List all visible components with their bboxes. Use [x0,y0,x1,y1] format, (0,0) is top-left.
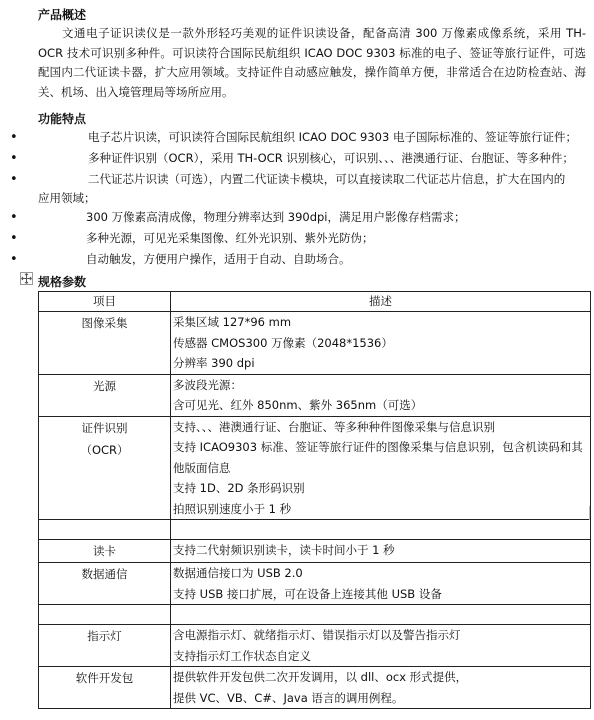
table-header-row [39,292,591,312]
feature-text: 多种光源，可见光采集图像、红外光识别、紫外光防伪； [86,231,374,245]
features-list [0,128,594,271]
item-cell: 读卡 [39,540,171,563]
bullet-icon: • [10,252,18,267]
spec-table [38,291,591,709]
table-row [39,416,591,520]
desc-cell: 多波段光源： 含可见光、红外 850nm、紫外 365nm（可选） [171,374,591,416]
bullet-icon: • [10,210,18,225]
item-cell: 图像采集 [39,312,171,375]
overview-paragraph: 文通电子证识读仪是一款外形轻巧美观的证件识读设备，配备高清 300 万像素成像系统，采用 TH-OCR 技术可识别多种件。可识读符合国际民航组织 ICAO DOC 9303 标准的电子、签证等旅行证件，可选配国内二代证读卡器，扩大应用领域。支持证件自动感应触发，操作简单方便，非常适合在边防检查站、海关、机场、出入境管理局等场所应用。 [38,26,586,99]
table-row-empty [39,520,591,540]
features-heading: 功能特点 [38,112,87,126]
feature-item [0,229,594,250]
margin-marker [589,506,593,520]
item-cell: 数据通信 [39,563,171,605]
bullet-icon: • [10,130,18,145]
item-cell: 软件开发包 [39,667,171,709]
table-move-handle-icon[interactable] [20,272,33,285]
table-row [39,667,591,709]
feature-item [0,208,594,229]
column-header-desc: 描述 [171,292,591,312]
desc-cell: 支持、、、港澳通行证、台胞证、等多种种件图像采集与信息识别 支持 ICAO9303 标准、签证等旅行证件的图像采集与信息识别，包含机读码和其他版面信息 支持 1D、2D 条形码识别 拍照识别速度小于 1 秒 [171,416,591,520]
feature-text: 300 万像素高清成像，物理分辨率达到 390dpi，满足用户影像存档需求； [86,210,466,224]
table-row-empty [39,605,591,625]
item-cell: 证件识别 （OCR） [39,416,171,520]
bullet-icon: • [10,231,18,246]
table-row [39,374,591,416]
feature-item [0,170,594,208]
desc-cell: 采集区域 127*96 mm 传感器 CMOS300 万像素（2048*1536） 分辨率 390 dpi [171,312,591,375]
feature-text: 电子芯片识读，可识读符合国际民航组织 ICAO DOC 9303 电子国际标准的、签证等旅行证件； [88,130,577,144]
column-header-item: 项目 [39,292,171,312]
desc-cell: 提供软件开发包供二次开发调用，以 dll、ocx 形式提供， 提供 VC、VB、C#、Java 语言的调用例程。 [171,667,591,709]
desc-cell: 数据通信接口为 USB 2.0 支持 USB 接口扩展，可在设备上连接其他 USB 设备 [171,563,591,605]
specs-heading: 规格参数 [38,275,87,289]
feature-text: 二代证芯片识读（可选），内置二代证读卡模块，可以直接读取二代证芯片信息，扩大在国内的 [88,172,566,186]
table-row [39,312,591,375]
feature-item [0,149,594,170]
bullet-icon: • [10,151,18,166]
overview-heading: 产品概述 [38,8,87,22]
desc-cell: 支持二代射频识别读卡，读卡时间小于 1 秒 [171,540,591,563]
desc-cell: 含电源指示灯、就绪指示灯、错误指示灯以及警告指示灯 支持指示灯工作状态自定义 [171,625,591,667]
table-row [39,540,591,563]
feature-text: 自动触发，方便用户操作，适用于自动、自助场合。 [86,252,351,266]
feature-item [0,250,594,271]
table-row [39,625,591,667]
table-row [39,563,591,605]
feature-text: 多种证件识别（OCR），采用 TH-OCR 识别核心，可识别、、、港澳通行证、台胞证、等多种件； [88,151,574,165]
item-cell: 光源 [39,374,171,416]
bullet-icon: • [10,172,18,187]
item-cell: 指示灯 [39,625,171,667]
feature-item [0,128,594,149]
feature-text-continuation: 应用领域； [38,191,96,205]
